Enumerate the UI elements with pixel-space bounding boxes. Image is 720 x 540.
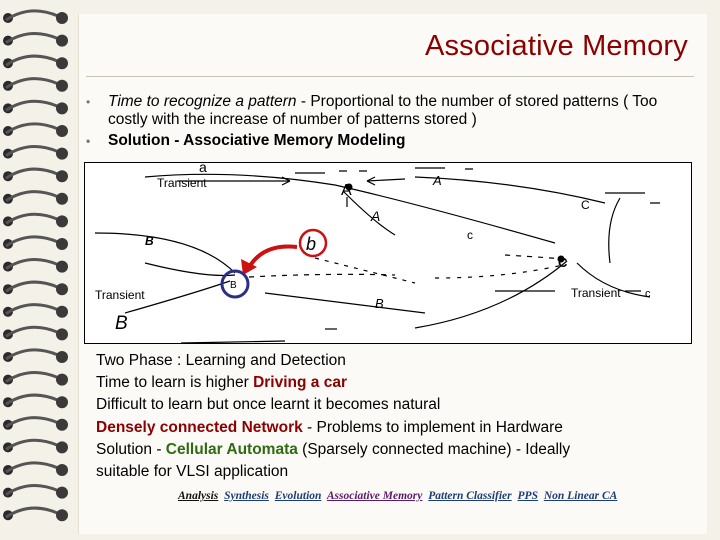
binding-ring	[6, 305, 58, 314]
binding-ring	[6, 237, 58, 246]
binding-knob	[56, 351, 68, 363]
binding-ring	[6, 327, 58, 336]
binding-ring	[6, 192, 58, 201]
spiral-rings	[3, 11, 68, 521]
bullet-dot-icon: •	[86, 95, 91, 109]
bullet-rest-text: - Proportional to the number of stored patterns ( Too costly with the increase of number of patterns stored )	[108, 93, 658, 128]
binding-knob	[56, 419, 68, 431]
binding-knob	[56, 57, 68, 69]
binding-knob	[56, 80, 68, 92]
diagram-label-c-mid: c	[467, 228, 473, 242]
diagram-label-b-red: b	[306, 234, 317, 254]
binding-knob	[56, 193, 68, 205]
nav-link-pps[interactable]: PPS	[517, 490, 538, 502]
diagram-label-c-right: c	[645, 288, 651, 300]
diagram-label-c-upper: C	[581, 198, 590, 212]
binding-knob	[56, 509, 68, 521]
binding-knob	[56, 148, 68, 160]
binding-ring	[6, 11, 58, 20]
diagram-label-transient-right: Transient	[571, 286, 621, 300]
note-text: - Problems to implement in Hardware	[302, 418, 563, 436]
diagram-label-transient-top: Transient	[157, 176, 207, 190]
binding-ring	[6, 33, 58, 42]
associative-memory-diagram	[84, 162, 692, 344]
bullet-list	[84, 93, 684, 150]
binding-ring	[6, 508, 58, 517]
diagram-label-a-node: A	[341, 182, 352, 199]
binding-ring	[6, 282, 58, 291]
note-text: Time to learn is higher	[96, 374, 254, 392]
binding-knob	[56, 283, 68, 295]
binding-ring	[6, 146, 58, 155]
spiral-binding	[0, 0, 80, 540]
diagram-svg	[85, 163, 691, 343]
binding-ring	[6, 440, 58, 449]
note-text: (Sparsely connected machine) - Ideally	[297, 440, 571, 458]
note-line: Difficult to learn but once learnt it becomes natural	[96, 396, 441, 414]
binding-knob	[56, 12, 68, 24]
diagram-label-a-right: A	[433, 173, 442, 188]
binding-ring	[6, 485, 58, 494]
note-line	[96, 372, 676, 394]
binding-ring	[6, 418, 58, 427]
binding-ring	[6, 214, 58, 223]
note-text: Solution -	[96, 440, 166, 458]
notes-list	[96, 350, 676, 483]
note-highlight: Cellular Automata	[165, 440, 298, 458]
binding-knob	[56, 396, 68, 408]
nav-link-pattern-classifier[interactable]: Pattern Classifier	[428, 490, 512, 502]
binding-knob	[56, 306, 68, 318]
note-line: Two Phase : Learning and Detection	[96, 352, 346, 369]
binding-ring	[6, 56, 58, 65]
nav-link-analysis[interactable]: Analysis	[178, 490, 219, 502]
binding-knob	[56, 215, 68, 227]
nav-link-non-linear-ca[interactable]: Non Linear CA	[543, 490, 618, 502]
footer-nav	[178, 490, 698, 502]
slide-title: Associative Memory	[424, 30, 688, 62]
binding-ring	[6, 124, 58, 133]
binding-knob	[56, 238, 68, 250]
note-line	[96, 417, 676, 439]
binding-knob	[56, 464, 68, 476]
binding-knob	[56, 35, 68, 47]
binding-ring	[6, 463, 58, 472]
note-line: suitable for VLSI application	[96, 463, 289, 481]
binding-ring	[6, 101, 58, 110]
note-highlight: Driving a car	[253, 374, 347, 392]
bullet-lead-text: Time to recognize a pattern	[108, 93, 297, 110]
binding-knob	[56, 374, 68, 386]
diagram-label-b-left: B	[145, 234, 154, 248]
diagram-label-transient-left: Transient	[95, 288, 145, 302]
bullet-item	[84, 132, 684, 150]
diagram-label-a-small: a	[199, 163, 207, 175]
nav-link-evolution[interactable]: Evolution	[274, 490, 322, 502]
bullet-item	[84, 93, 684, 129]
binding-ring	[6, 169, 58, 178]
bullet-text: Solution - Associative Memory Modeling	[108, 132, 406, 149]
diagram-label-b-node: B	[230, 280, 237, 291]
binding-ring	[6, 372, 58, 381]
nav-link-synthesis[interactable]: Synthesis	[224, 490, 269, 502]
binding-ring	[6, 395, 58, 404]
diagram-label-a-lower: A	[371, 208, 381, 224]
bullet-dot-icon: •	[86, 134, 91, 148]
binding-knob	[56, 125, 68, 137]
binding-knob	[56, 441, 68, 453]
note-highlight: Densely connected Network	[96, 418, 303, 436]
binding-knob	[56, 487, 68, 499]
binding-knob	[56, 102, 68, 114]
diagram-label-c-node: C	[558, 255, 568, 270]
binding-knob	[56, 261, 68, 273]
binding-knob	[56, 170, 68, 182]
title-divider	[86, 76, 694, 77]
nav-link-associative-memory[interactable]: Associative Memory	[326, 490, 423, 502]
note-line	[96, 439, 676, 461]
arrow-from-right-to-a	[367, 179, 405, 181]
binding-ring	[6, 350, 58, 359]
binding-ring	[6, 79, 58, 88]
binding-knob	[56, 328, 68, 340]
binding-ring	[6, 259, 58, 268]
diagram-label-b-big: B	[115, 313, 128, 334]
diagram-label-b-lower: B	[375, 296, 384, 311]
